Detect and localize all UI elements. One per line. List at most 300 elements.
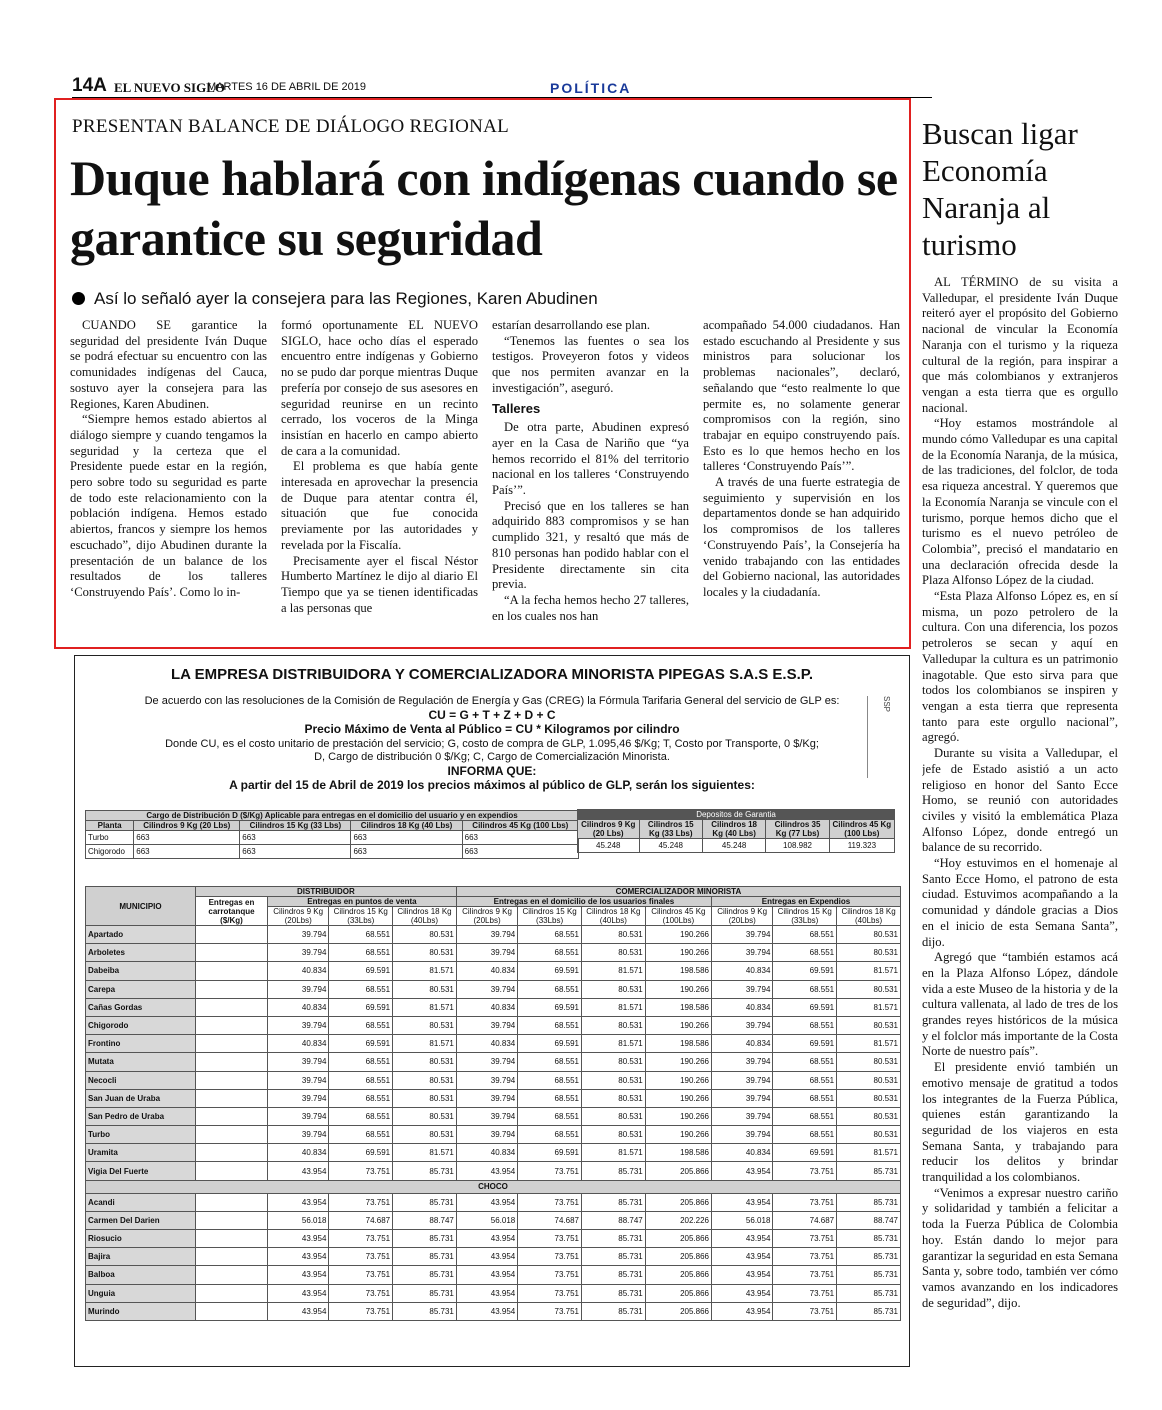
column-header: Cilindros 45 Kg (100Lbs): [645, 907, 711, 926]
article-kicker: PRESENTAN BALANCE DE DIÁLOGO REGIONAL: [72, 116, 510, 137]
price-cell: 69.591: [518, 1144, 582, 1162]
price-cell: 81.571: [393, 1035, 457, 1053]
price-cell: 73.751: [329, 1248, 393, 1266]
price-cell: 80.531: [837, 1089, 901, 1107]
deposit-table: [577, 809, 895, 853]
price-cell: 198.586: [645, 998, 711, 1016]
price-cell: 43.954: [456, 1248, 517, 1266]
choco-group: [86, 1180, 901, 1193]
price-cell: 81.571: [581, 962, 645, 980]
price-cell: 198.586: [645, 962, 711, 980]
price-cell: 68.551: [329, 1016, 393, 1034]
side-headline: Buscan ligar Economía Naranja al turismo: [922, 116, 1078, 262]
price-cell: 85.731: [581, 1302, 645, 1320]
price-cell: [196, 1302, 268, 1320]
price-cell: 88.747: [837, 1211, 901, 1229]
price-cell: 85.731: [837, 1193, 901, 1211]
price-cell: 68.551: [518, 1107, 582, 1125]
table-row: [86, 998, 901, 1016]
price-cell: 85.731: [393, 1193, 457, 1211]
price-cell: 68.551: [773, 1107, 837, 1125]
paragraph: El problema es que había gente interesada en aprovechar la presencia de Duque para atentar contra él, situación que fue conocida previamente por las autoridades y revelada por la Fiscalía.: [281, 459, 478, 552]
column-header: Cilindros 9 Kg (20 Lbs): [578, 820, 640, 839]
table-row: [86, 1016, 901, 1034]
price-cell: 40.834: [456, 1144, 517, 1162]
table-row: [86, 1035, 901, 1053]
price-cell: [196, 1193, 268, 1211]
price-cell: 73.751: [773, 1162, 837, 1180]
price-cell: 198.586: [645, 1035, 711, 1053]
price-cell: [196, 998, 268, 1016]
price-cell: 73.751: [773, 1230, 837, 1248]
price-cell: 68.551: [329, 1126, 393, 1144]
paragraph: “Hoy estuvimos en el homenaje al Santo Ecce Homo, el patrono de esta ciudad. Estuvimos acompañando a la comunidad y dándole gracias a Dios en el inicio de esta Semana Santa”, dijo.: [922, 856, 1118, 949]
municipio-cell: Bajira: [86, 1248, 196, 1266]
price-cell: 205.866: [645, 1248, 711, 1266]
comercializador-header: COMERCIALIZADOR MINORISTA: [456, 887, 900, 897]
paragraph: AL TÉRMINO de su visita a Valledupar, el presidente Iván Duque reiteró ayer el propósito del Gobierno nacional de vincular la Economía Naranja con el turismo y la riqueza cultural de la región, para inspirar a que más colombianos y extranjeros vengan a esta tierra que es orgullo nacional.: [922, 275, 1118, 415]
municipio-cell: Mutata: [86, 1053, 196, 1071]
price-cell: 190.266: [645, 944, 711, 962]
table-row: [86, 1107, 901, 1125]
price-cell: 80.531: [581, 1053, 645, 1071]
price-cell: 56.018: [712, 1211, 773, 1229]
price-cell: [196, 1035, 268, 1053]
price-cell: 85.731: [393, 1162, 457, 1180]
article-subheadline: [72, 289, 598, 309]
price-cell: 69.591: [329, 1144, 393, 1162]
price-cell: 205.866: [645, 1162, 711, 1180]
price-cell: 69.591: [773, 1035, 837, 1053]
municipio-cell: Dabeiba: [86, 962, 196, 980]
price-cell: 43.954: [268, 1284, 329, 1302]
table-row: [86, 1211, 901, 1229]
price-cell: 39.794: [456, 1016, 517, 1034]
table-row: [86, 944, 901, 962]
price-cell: 205.866: [645, 1193, 711, 1211]
price-cell: 190.266: [645, 926, 711, 944]
price-cell: 39.794: [712, 1071, 773, 1089]
price-cell: 69.591: [329, 1035, 393, 1053]
price-cell: 39.794: [268, 1016, 329, 1034]
section-name: POLÍTICA: [550, 80, 632, 96]
price-cell: 81.571: [837, 962, 901, 980]
price-cell: 198.586: [645, 1144, 711, 1162]
paragraph: “A la fecha hemos hecho 27 talleres, en los cuales nos han: [492, 592, 689, 623]
price-cell: 43.954: [456, 1284, 517, 1302]
formula: CU = G + T + Z + D + C: [428, 707, 556, 722]
price-cell: [196, 980, 268, 998]
table-row: [86, 1284, 901, 1302]
price-cell: 202.226: [645, 1211, 711, 1229]
price-cell: 40.834: [456, 1035, 517, 1053]
price-formula: Precio Máximo de Venta al Público = CU * Kilogramos por cilindro: [304, 722, 680, 736]
price-cell: 74.687: [773, 1211, 837, 1229]
price-cell: 73.751: [329, 1302, 393, 1320]
price-cell: 69.591: [773, 1144, 837, 1162]
paragraph: CUANDO SE garantice la seguridad del presidente Iván Duque se podrá efectuar su encuentro con las comunidades indígenas del Cauca, sostuvo ayer la consejera para las Regiones, Karen Abudinen.: [70, 318, 267, 411]
price-cell: 39.794: [456, 1089, 517, 1107]
paragraph: De otra parte, Abudinen expresó ayer en la Casa de Nariño que “ya hemos recorrido el 81% del territorio nacional en los talleres ‘Construyendo País’”.: [492, 420, 689, 498]
price-cell: 39.794: [456, 926, 517, 944]
price-cell: 85.731: [581, 1284, 645, 1302]
municipio-cell: Frontino: [86, 1035, 196, 1053]
price-cell: 68.551: [773, 926, 837, 944]
price-cell: 68.551: [773, 980, 837, 998]
price-cell: 73.751: [329, 1284, 393, 1302]
price-cell: 73.751: [773, 1248, 837, 1266]
price-cell: 74.687: [329, 1211, 393, 1229]
carrotanque-header: Entregas en carrotanque ($/Kg): [196, 897, 268, 926]
paragraph: estarían desarrollando ese plan.: [492, 318, 651, 332]
table-row: [86, 1193, 901, 1211]
price-cell: 43.954: [456, 1193, 517, 1211]
price-cell: 69.591: [329, 962, 393, 980]
price-cell: [196, 1230, 268, 1248]
distribuidor-header: DISTRIBUIDOR: [196, 887, 457, 897]
municipio-cell: Vigia Del Fuerte: [86, 1162, 196, 1180]
table-row: [86, 1089, 901, 1107]
price-cell: 205.866: [645, 1266, 711, 1284]
municipio-cell: Turbo: [86, 1126, 196, 1144]
price-cell: 69.591: [329, 998, 393, 1016]
price-cell: 190.266: [645, 980, 711, 998]
price-cell: 85.731: [393, 1284, 457, 1302]
price-cell: 68.551: [329, 980, 393, 998]
price-cell: 88.747: [393, 1211, 457, 1229]
price-cell: 43.954: [268, 1266, 329, 1284]
price-cell: 85.731: [837, 1248, 901, 1266]
price-cell: [196, 1266, 268, 1284]
table-row: [86, 980, 901, 998]
price-cell: 69.591: [773, 998, 837, 1016]
municipio-cell: Arboletes: [86, 944, 196, 962]
price-cell: 190.266: [645, 1126, 711, 1144]
price-cell: 39.794: [456, 1071, 517, 1089]
price-cell: 43.954: [712, 1230, 773, 1248]
notice-text: [75, 695, 909, 793]
price-cell: 39.794: [712, 980, 773, 998]
price-cell: 68.551: [329, 1071, 393, 1089]
price-cell: 80.531: [837, 980, 901, 998]
column-header: Cilindros 18 Kg (40Lbs): [581, 907, 645, 926]
column-header: Cilindros 45 Kg (100 Lbs): [462, 821, 578, 831]
price-cell: 80.531: [837, 1107, 901, 1125]
paragraph: “Venimos a expresar nuestro cariño y solidaridad y también a felicitar a toda la Fuerza Pública de Colombia hoy. Están dando lo mejor para garantizar la seguridad en esta Semana Santa y, sobre todo, también ver cómo vamos avanzando en los indicadores de seguridad”, dijo.: [922, 1185, 1118, 1310]
price-cell: 68.551: [329, 944, 393, 962]
column-header: Cilindros 9 Kg (20Lbs): [712, 907, 773, 926]
subsection-heading: Talleres: [492, 400, 541, 416]
price-cell: 43.954: [268, 1230, 329, 1248]
price-cell: 39.794: [712, 1053, 773, 1071]
price-cell: 80.531: [393, 1089, 457, 1107]
paragraph: “Hoy estamos mostrándole al mundo cómo Valledupar es una capital de la Economía Naranja, de la música, de las tradiciones, del folclor, de toda esa riqueza ancestral. Y queremos que la Economía Naranja se vincule con el turismo, porque hemos dicho que el turismo es el nuevo petróleo de Colombia”, precisó el mandatario en una declaración ofrecida desde la Plaza Alfonso López de la ciudad.: [922, 416, 1118, 588]
column-header: Cilindros 45 Kg (100 Lbs): [829, 820, 894, 839]
table-row: [86, 1302, 901, 1320]
price-cell: 43.954: [712, 1302, 773, 1320]
column-header: Cilindros 9 Kg (20Lbs): [268, 907, 329, 926]
paragraph: El presidente envió también un emotivo mensaje de gratitud a todos los integrantes de la Fuerza Pública, quienes están garantizando la seguridad de los viajeros en esta Semana Santa, y trabajando para reducir los delitos y brindar tranquilidad a los colombianos.: [922, 1060, 1118, 1185]
table-row: [86, 1126, 901, 1144]
price-cell: 39.794: [456, 1126, 517, 1144]
price-cell: 80.531: [837, 1016, 901, 1034]
price-cell: 73.751: [773, 1284, 837, 1302]
municipio-cell: Apartado: [86, 926, 196, 944]
price-cell: 80.531: [393, 1016, 457, 1034]
price-cell: 68.551: [518, 926, 582, 944]
municipio-cell: Chigorodo: [86, 1016, 196, 1034]
puntos-header: Entregas en puntos de venta: [268, 897, 457, 907]
price-cell: 73.751: [773, 1302, 837, 1320]
price-cell: 81.571: [581, 998, 645, 1016]
municipio-cell: San Juan de Uraba: [86, 1089, 196, 1107]
side-body: [922, 275, 1118, 1410]
municipio-cell: Cañas Gordas: [86, 998, 196, 1016]
price-cell: 39.794: [456, 1107, 517, 1125]
municipio-cell: Carepa: [86, 980, 196, 998]
price-cell: 80.531: [393, 1053, 457, 1071]
price-cell: [196, 1144, 268, 1162]
price-cell: 68.551: [773, 1016, 837, 1034]
price-cell: 68.551: [518, 1089, 582, 1107]
price-cell: 85.731: [837, 1302, 901, 1320]
price-cell: 73.751: [329, 1193, 393, 1211]
price-cell: 80.531: [581, 1071, 645, 1089]
price-cell: 80.531: [393, 1126, 457, 1144]
price-cell: 40.834: [268, 962, 329, 980]
price-cell: 85.731: [837, 1162, 901, 1180]
price-cell: 40.834: [456, 962, 517, 980]
distribution-charge-table: [85, 810, 579, 859]
price-cell: 80.531: [393, 926, 457, 944]
municipio-cell: San Pedro de Uraba: [86, 1107, 196, 1125]
paragraph: acompañado 54.000 ciudadanos. Han estado escuchando al Presidente y sus ministros para solucionar los problemas nacionales”, declaró, señalando que “esto realmente lo que permite es, no solamente generar compromisos con la región, sino trabajar en equipo construyendo país. Esto es lo que hemos hecho en los talleres ‘Construyendo País’”.: [703, 318, 900, 474]
price-cell: 39.794: [268, 1089, 329, 1107]
table-row: [86, 1071, 901, 1089]
column-header: Cilindros 15 Kg (33 Lbs): [639, 820, 702, 839]
column-header: Cilindros 15 Kg (33Lbs): [773, 907, 837, 926]
article-column-1: [70, 318, 267, 648]
price-cell: 73.751: [518, 1248, 582, 1266]
price-cell: 68.551: [773, 1126, 837, 1144]
price-cell: 40.834: [456, 998, 517, 1016]
antioquia-rows: [86, 926, 901, 1181]
price-cell: 85.731: [837, 1284, 901, 1302]
municipio-cell: Balboa: [86, 1266, 196, 1284]
price-cell: 81.571: [581, 1035, 645, 1053]
price-cell: 69.591: [518, 962, 582, 980]
price-cell: 85.731: [837, 1266, 901, 1284]
price-cell: 80.531: [581, 1107, 645, 1125]
article-column-2: [281, 318, 478, 648]
paragraph: Precisamente ayer el fiscal Néstor Humberto Martínez le dijo al diario El Tiempo que ya se tienen identificadas a las personas que: [281, 553, 478, 615]
municipio-cell: Riosucio: [86, 1230, 196, 1248]
price-cell: 73.751: [329, 1266, 393, 1284]
price-cell: 190.266: [645, 1071, 711, 1089]
paragraph: Agregó que “también estamos acá en la Plaza Alfonso López, dándole vida a este Museo de la historia y de la cultura vallenata, al lado de tres de los grandes reyes históricos de la música y el folclor más importante de la Costa Norte de nuestro país”.: [922, 950, 1118, 1059]
price-cell: 39.794: [268, 1071, 329, 1089]
price-cell: 40.834: [268, 1035, 329, 1053]
price-cell: [196, 1284, 268, 1302]
price-cell: 190.266: [645, 1053, 711, 1071]
municipio-cell: Murindo: [86, 1302, 196, 1320]
price-cell: 68.551: [518, 944, 582, 962]
price-cell: 56.018: [456, 1211, 517, 1229]
price-cell: 85.731: [581, 1193, 645, 1211]
municipio-cell: Unguia: [86, 1284, 196, 1302]
column-header: Cilindros 35 Kg (77 Lbs): [766, 820, 829, 839]
municipio-cell: Uramita: [86, 1144, 196, 1162]
price-cell: 81.571: [393, 1144, 457, 1162]
price-cell: 43.954: [268, 1193, 329, 1211]
price-cell: 80.531: [393, 1071, 457, 1089]
price-cell: 80.531: [393, 944, 457, 962]
price-cell: 43.954: [456, 1302, 517, 1320]
price-cell: 81.571: [393, 962, 457, 980]
price-cell: 73.751: [518, 1162, 582, 1180]
price-cell: [196, 1248, 268, 1266]
price-cell: [196, 1071, 268, 1089]
price-cell: 81.571: [837, 998, 901, 1016]
article-headline: Duque hablará con indígenas cuando se garantice su seguridad: [70, 150, 898, 266]
price-cell: 68.551: [518, 1016, 582, 1034]
price-cell: 74.687: [518, 1211, 582, 1229]
price-cell: [196, 1211, 268, 1229]
table-row: Chigorodo 663 663 663 663: [86, 845, 579, 859]
paragraph: “Siempre hemos estado abiertos al diálogo siempre y cuando tengamos la seguridad y la certeza que el Presidente puede estar en la región, pero sobre todo su seguridad es parte de todo este relacionamiento con la población indígena. Hemos estado abiertos, francos y siempre los hemos escuchado”, dijo Abudinen durante la presentación de un balance de los resultados de los talleres ‘Construyendo País’. Como lo in-: [70, 412, 267, 599]
price-cell: 39.794: [712, 944, 773, 962]
price-cell: 69.591: [518, 998, 582, 1016]
paragraph: formó oportunamente EL NUEVO SIGLO, hace ocho días el esperado encuentro entre indígenas y Gobierno no se pudo dar porque mientras Duque prefería por consejo de sus asesores en seguridad reunirse en un recinto cerrado, los voceros de la Minga insistían en hacerlo en campo abierto de cara a la comunidad.: [281, 318, 478, 458]
price-cell: 85.731: [393, 1266, 457, 1284]
price-cell: 43.954: [712, 1284, 773, 1302]
price-cell: 43.954: [712, 1248, 773, 1266]
side-article: [922, 115, 1118, 1410]
price-cell: 39.794: [456, 944, 517, 962]
price-cell: 205.866: [645, 1230, 711, 1248]
price-cell: 85.731: [393, 1230, 457, 1248]
column-header: Cilindros 15 Kg (33Lbs): [518, 907, 582, 926]
column-header: Cilindros 9 Kg (20 Lbs): [134, 821, 240, 831]
price-cell: [196, 1107, 268, 1125]
price-cell: 39.794: [456, 980, 517, 998]
column-header: Cilindros 18 Kg (40 Lbs): [351, 821, 462, 831]
pipegas-notice: [74, 655, 910, 1367]
price-cell: 190.266: [645, 1089, 711, 1107]
table-row: [86, 962, 901, 980]
paragraph: “Esta Plaza Alfonso López es, en sí misma, un pozo petrolero de la cultura. Con una diferencia, los pozos petroleros se secan y aquí en Valledupar la cultura es un patrimonio inagotable. Que esto sirva para que todos los colombianos se inspiren y vengan a esta tierra que representa tanto para este orgullo nacional”, agregó.: [922, 589, 1118, 745]
price-cell: 85.731: [837, 1230, 901, 1248]
price-cell: 205.866: [645, 1284, 711, 1302]
stamp: SSP: [867, 696, 891, 778]
price-cell: 43.954: [456, 1266, 517, 1284]
page-number: 14A: [72, 75, 107, 96]
price-cell: [196, 1126, 268, 1144]
notice-line: Donde CU, es el costo unitario de prestación del servicio; G, costo de compra de GLP, 1.095,46 $/Kg; T, Costo por Transporte, 0 $/Kg;: [165, 737, 819, 750]
price-cell: 39.794: [712, 1089, 773, 1107]
price-cell: 80.531: [393, 1107, 457, 1125]
column-header: Cilindros 18 Kg (40Lbs): [393, 907, 457, 926]
price-cell: 80.531: [581, 926, 645, 944]
price-cell: 43.954: [712, 1162, 773, 1180]
bullet-icon: [72, 292, 85, 305]
price-cell: 68.551: [518, 1071, 582, 1089]
price-cell: 73.751: [518, 1193, 582, 1211]
price-cell: 68.551: [518, 980, 582, 998]
price-cell: 80.531: [581, 1016, 645, 1034]
municipio-header: MUNICIPIO: [86, 887, 196, 926]
choco-rows: [86, 1193, 901, 1320]
price-cell: 39.794: [456, 1053, 517, 1071]
table-caption: Cargo de Distribución D ($/Kg) Aplicable para entregas en el domicilio del usuario y en expendios: [86, 811, 579, 821]
price-cell: 43.954: [268, 1162, 329, 1180]
price-cell: 88.747: [581, 1211, 645, 1229]
table-row: [86, 1053, 901, 1071]
price-cell: [196, 926, 268, 944]
paragraph: Precisó que en los talleres se han adquirido 883 compromisos y se han cumplido 321, y resaltó que más de 810 personas han podido hablar con el Presidente directamente sin cita previa.: [492, 498, 689, 592]
price-cell: 39.794: [268, 1107, 329, 1125]
price-cell: 190.266: [645, 1016, 711, 1034]
group-header: CHOCO: [86, 1180, 901, 1193]
price-cell: 80.531: [393, 980, 457, 998]
paragraph: “Tenemos las fuentes o sea los testigos. Proveyeron fotos y videos que nos permiten avanzar en la investigación”, aseguró.: [492, 333, 689, 395]
municipio-cell: Carmen Del Darien: [86, 1211, 196, 1229]
price-cell: 205.866: [645, 1302, 711, 1320]
price-cell: 68.551: [329, 1107, 393, 1125]
price-cell: 56.018: [268, 1211, 329, 1229]
price-cell: 68.551: [773, 944, 837, 962]
price-table: [85, 886, 901, 1321]
price-cell: 68.551: [518, 1126, 582, 1144]
price-cell: 73.751: [329, 1162, 393, 1180]
newspaper-name: EL NUEVO SIGLO: [114, 80, 225, 95]
column-header: Planta: [86, 821, 134, 831]
column-header: Cilindros 18 Kg (40 Lbs): [702, 820, 765, 839]
price-cell: 68.551: [329, 1089, 393, 1107]
table-row: [86, 926, 901, 944]
price-cell: 43.954: [268, 1302, 329, 1320]
price-cell: 73.751: [518, 1230, 582, 1248]
price-cell: 80.531: [837, 1053, 901, 1071]
price-cell: 80.531: [581, 1126, 645, 1144]
price-cell: [196, 1053, 268, 1071]
price-cell: 85.731: [581, 1230, 645, 1248]
table-row: [86, 1248, 901, 1266]
table-caption: Depositos de Garantia: [578, 810, 895, 820]
paragraph: A través de una fuerte estrategia de seguimiento y supervisión en los departamentos donde se han adquirido los compromisos de los talleres ‘Construyendo País’, la Consejería ha venido trabajando con las entidades del Gobierno nacional, las autoridades locales y la ciudadanía.: [703, 475, 900, 599]
municipio-cell: Necocli: [86, 1071, 196, 1089]
price-cell: [196, 1016, 268, 1034]
price-cell: 39.794: [268, 1053, 329, 1071]
price-cell: 80.531: [581, 980, 645, 998]
price-cell: 85.731: [393, 1302, 457, 1320]
price-cell: 40.834: [712, 998, 773, 1016]
price-cell: 39.794: [712, 1126, 773, 1144]
paragraph: Durante su visita a Valledupar, el jefe de Estado asistió a un acto religioso en honor del Santo Ecce Homo, se reunió con autoridades civiles y visitó la emblemática Plaza Alfonso López, donde entregó un balance de su recorrido.: [922, 746, 1118, 855]
price-cell: 80.531: [837, 926, 901, 944]
table-row: 45.248 45.248 45.248 108.982 119.323: [578, 839, 895, 853]
price-cell: 68.551: [329, 926, 393, 944]
price-cell: 43.954: [456, 1162, 517, 1180]
price-cell: 73.751: [773, 1193, 837, 1211]
article-column-3: [492, 318, 689, 648]
price-cell: 40.834: [712, 962, 773, 980]
article-column-4: [703, 318, 900, 648]
price-cell: 69.591: [518, 1035, 582, 1053]
price-cell: [196, 1089, 268, 1107]
price-cell: 39.794: [712, 1016, 773, 1034]
table-row: [86, 1266, 901, 1284]
